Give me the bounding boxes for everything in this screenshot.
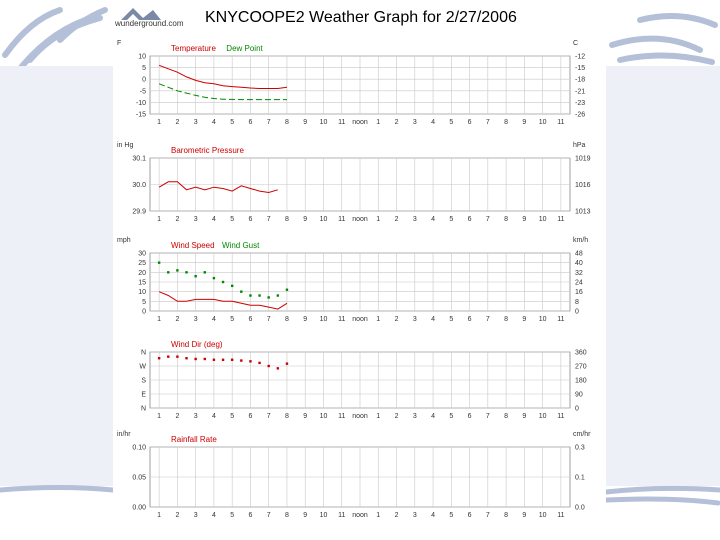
data-point	[258, 294, 260, 296]
y-tick-label-right: 90	[575, 391, 583, 399]
y-tick-label-left: S	[141, 377, 146, 385]
x-tick-label: 7	[485, 119, 490, 126]
side-band-left	[0, 66, 113, 486]
x-tick-label: 4	[211, 316, 216, 323]
data-point	[258, 362, 260, 364]
data-point	[194, 275, 196, 277]
x-tick-label: 5	[449, 119, 454, 126]
x-tick-label: 11	[557, 316, 565, 323]
x-tick-label: 11	[338, 316, 346, 323]
x-tick-label: 9	[522, 119, 527, 126]
data-point	[249, 360, 251, 362]
x-tick-label: 3	[412, 413, 417, 420]
x-tick-label: 9	[303, 413, 308, 420]
weather-graph-image	[113, 0, 606, 526]
y-tick-label-right: 180	[575, 377, 587, 385]
x-tick-label: 7	[485, 413, 490, 420]
data-point	[176, 355, 178, 357]
data-point	[185, 271, 187, 273]
x-tick-label: 11	[557, 413, 565, 420]
x-tick-label: 5	[230, 119, 235, 126]
y-tick-label-left: 20	[138, 269, 146, 277]
x-tick-label: 8	[504, 119, 509, 126]
x-tick-label: 11	[338, 413, 346, 420]
x-tick-label: 8	[504, 216, 509, 223]
x-tick-label: 8	[285, 119, 289, 126]
x-tick-label: 7	[266, 413, 271, 420]
y-tick-label-left: W	[139, 363, 146, 371]
y-tick-label-left: E	[141, 391, 146, 399]
y-tick-label-left: -10	[135, 99, 146, 107]
x-tick-label: 6	[248, 119, 253, 126]
x-tick-label: 3	[412, 119, 417, 126]
x-tick-label: 8	[504, 316, 509, 323]
y-tick-label-right: 360	[575, 349, 587, 357]
data-point	[249, 294, 251, 296]
x-tick-label: 6	[248, 216, 253, 223]
y-tick-label-left: 25	[138, 260, 146, 268]
x-tick-label: 8	[504, 413, 509, 420]
x-tick-label: 9	[303, 119, 308, 126]
y-tick-label-right: 0	[575, 405, 579, 413]
x-tick-label: 7	[266, 316, 271, 323]
x-tick-label: 7	[266, 512, 271, 519]
y-tick-label-right: 32	[575, 269, 583, 277]
y-tick-label-left: 30	[138, 250, 146, 258]
x-tick-label: 1	[376, 413, 381, 420]
data-point	[213, 359, 215, 361]
x-tick-label: 9	[303, 216, 308, 223]
data-point	[204, 271, 206, 273]
data-point	[267, 365, 269, 367]
x-tick-label: 4	[431, 413, 435, 420]
x-tick-label: 8	[504, 512, 509, 519]
logo-text: wunderground.com	[115, 19, 184, 28]
x-tick-label: 9	[522, 316, 527, 323]
x-tick-label: 7	[485, 512, 490, 519]
x-tick-label: 4	[211, 512, 216, 519]
x-tick-label: 1	[157, 316, 162, 323]
right-unit-label: cm/hr	[573, 431, 591, 438]
x-tick-label: 3	[193, 216, 198, 223]
y-tick-label-right: -15	[575, 65, 586, 73]
graph-title: KNYCOOPE2 Weather Graph for 2/27/2006	[205, 9, 517, 26]
x-tick-label: 3	[193, 512, 198, 519]
data-point	[286, 289, 288, 291]
x-tick-label: 11	[338, 119, 346, 126]
wunderground-logo	[114, 8, 184, 28]
data-point	[231, 359, 233, 361]
x-tick-label: 2	[394, 216, 399, 223]
chart-title: Rainfall Rate	[171, 435, 217, 444]
x-tick-label: 10	[538, 316, 547, 323]
legend-label: Wind Dir (deg)	[171, 340, 223, 349]
y-tick-label-right: -18	[575, 76, 586, 84]
x-tick-label: 10	[538, 413, 547, 420]
legend-label: Dew Point	[226, 44, 263, 53]
chart-panel-5	[117, 431, 591, 519]
legend-label: Wind Speed	[171, 241, 215, 250]
y-tick-label-left: N	[140, 405, 146, 413]
data-point	[176, 269, 178, 271]
x-tick-label: 5	[449, 216, 454, 223]
x-tick-label: 7	[266, 119, 271, 126]
y-tick-label-left: 0.00	[132, 504, 146, 512]
x-tick-label: 4	[211, 216, 216, 223]
x-tick-label: 9	[522, 413, 527, 420]
right-unit-label: hPa	[573, 142, 586, 149]
x-tick-label: 10	[319, 413, 328, 420]
x-tick-label: 1	[376, 119, 381, 126]
x-tick-label: 1	[157, 119, 162, 126]
x-tick-label: 5	[230, 413, 235, 420]
x-tick-label: 10	[538, 216, 547, 223]
x-tick-label: 2	[394, 119, 399, 126]
y-tick-label-right: 16	[575, 289, 583, 297]
data-point	[194, 358, 196, 360]
x-tick-label: 3	[193, 316, 198, 323]
data-point	[204, 358, 206, 360]
y-tick-label-right: 48	[575, 250, 583, 258]
y-tick-label-left: 0.10	[132, 444, 146, 452]
x-tick-label: 2	[394, 413, 399, 420]
x-tick-label: 6	[248, 316, 253, 323]
x-tick-label: 2	[175, 413, 180, 420]
y-tick-label-right: 0	[575, 308, 579, 316]
right-unit-label: C	[573, 40, 579, 47]
data-point	[222, 359, 224, 361]
x-tick-label: 3	[412, 512, 417, 519]
y-tick-label-right: 0.0	[575, 504, 585, 512]
y-tick-label-left: -5	[139, 88, 146, 96]
left-unit-label: F	[117, 40, 122, 47]
x-tick-label: 4	[431, 216, 435, 223]
x-tick-label: 5	[449, 413, 454, 420]
chart-panel-1	[117, 40, 585, 126]
x-tick-label: 1	[376, 512, 381, 519]
y-tick-label-left: 0	[142, 308, 146, 316]
x-tick-label: noon	[352, 512, 368, 519]
x-tick-label: 11	[557, 512, 565, 519]
y-tick-label-right: -23	[575, 99, 586, 107]
x-tick-label: 2	[394, 512, 399, 519]
legend-label: Barometric Pressure	[171, 146, 244, 155]
y-tick-label-left: 30.1	[132, 155, 146, 163]
x-tick-label: 3	[412, 216, 417, 223]
x-tick-label: 6	[248, 512, 253, 519]
x-tick-label: 8	[285, 216, 289, 223]
y-tick-label-right: -12	[575, 53, 586, 61]
data-point	[231, 285, 233, 287]
x-tick-label: noon	[352, 413, 368, 420]
left-unit-label: in Hg	[117, 142, 134, 149]
x-tick-label: 6	[467, 413, 472, 420]
weather-graph	[113, 0, 606, 526]
x-tick-label: 6	[248, 413, 253, 420]
chart-panels	[117, 40, 591, 519]
data-point	[158, 357, 160, 359]
x-tick-label: 11	[338, 216, 346, 223]
x-tick-label: 2	[175, 119, 180, 126]
x-tick-label: 9	[303, 512, 308, 519]
x-tick-label: 6	[467, 216, 472, 223]
y-tick-label-right: 40	[575, 260, 583, 268]
y-tick-label-left: 0.05	[132, 474, 146, 482]
data-point	[267, 296, 269, 298]
data-point	[213, 277, 215, 279]
x-tick-label: 2	[175, 512, 180, 519]
y-tick-label-right: 270	[575, 363, 587, 371]
data-point	[222, 281, 224, 283]
data-point	[240, 359, 242, 361]
x-tick-label: 2	[394, 316, 399, 323]
y-tick-label-right: 1016	[575, 182, 591, 189]
x-tick-label: 8	[285, 413, 289, 420]
x-tick-label: 5	[449, 316, 454, 323]
x-tick-label: 1	[157, 512, 162, 519]
x-tick-label: 6	[467, 512, 472, 519]
x-tick-label: 7	[485, 316, 490, 323]
x-tick-label: 10	[538, 512, 547, 519]
x-tick-label: 1	[157, 216, 162, 223]
data-point	[167, 355, 169, 357]
data-point	[185, 357, 187, 359]
chart-panel-2	[117, 142, 591, 223]
x-tick-label: 3	[193, 119, 198, 126]
x-tick-label: 4	[431, 119, 435, 126]
y-tick-label-left: 5	[142, 298, 146, 306]
y-tick-label-right: 1013	[575, 208, 591, 216]
left-unit-label: mph	[117, 237, 131, 244]
x-tick-label: 10	[319, 119, 328, 126]
x-tick-label: 8	[285, 512, 289, 519]
y-tick-label-left: 15	[138, 279, 146, 287]
y-tick-label-left: 0	[142, 76, 146, 84]
x-tick-label: 2	[175, 216, 180, 223]
data-point	[277, 294, 279, 296]
x-tick-label: 10	[538, 119, 547, 126]
y-tick-label-left: N	[140, 349, 146, 357]
left-unit-label: in/hr	[117, 431, 131, 438]
y-tick-label-right: 1019	[575, 155, 591, 163]
data-point	[286, 362, 288, 364]
right-unit-label: km/h	[573, 237, 589, 244]
side-band-right	[606, 66, 720, 486]
x-tick-label: 11	[338, 512, 346, 519]
y-tick-label-left: 5	[142, 65, 146, 73]
x-tick-label: 11	[557, 216, 565, 223]
x-tick-label: 10	[319, 512, 328, 519]
y-tick-label-left: 10	[138, 289, 146, 297]
y-tick-label-right: -26	[575, 111, 586, 119]
y-tick-label-left: -15	[135, 111, 146, 119]
legend-label: Wind Gust	[222, 241, 260, 250]
x-tick-label: 7	[485, 216, 490, 223]
y-tick-label-left: 30.0	[132, 182, 146, 189]
x-tick-label: 9	[522, 512, 527, 519]
data-point	[158, 261, 160, 263]
x-tick-label: 3	[193, 413, 198, 420]
x-tick-label: noon	[352, 119, 368, 126]
x-tick-label: 2	[175, 316, 180, 323]
x-tick-label: 5	[449, 512, 454, 519]
data-point	[167, 271, 169, 273]
x-tick-label: 4	[431, 316, 435, 323]
x-tick-label: 1	[376, 216, 381, 223]
y-tick-label-right: 24	[575, 279, 583, 287]
y-tick-label-right: 8	[575, 298, 579, 306]
x-tick-label: 9	[303, 316, 308, 323]
x-tick-label: 4	[211, 119, 216, 126]
x-tick-label: 1	[157, 413, 162, 420]
legend-label: Temperature	[171, 44, 216, 53]
x-tick-label: 3	[412, 316, 417, 323]
x-tick-label: 7	[266, 216, 271, 223]
y-tick-label-left: 10	[138, 53, 146, 61]
x-tick-label: 5	[230, 512, 235, 519]
x-tick-label: 5	[230, 216, 235, 223]
y-tick-label-right: 0.1	[575, 474, 585, 482]
x-tick-label: 8	[285, 316, 289, 323]
x-tick-label: noon	[352, 316, 368, 323]
y-tick-label-right: 0.3	[575, 444, 585, 452]
x-tick-label: 1	[376, 316, 381, 323]
x-tick-label: 11	[557, 119, 565, 126]
x-tick-label: 4	[211, 413, 216, 420]
x-tick-label: 4	[431, 512, 435, 519]
x-tick-label: noon	[352, 216, 368, 223]
x-tick-label: 10	[319, 316, 328, 323]
chart-panel-3	[117, 237, 588, 323]
chart-panel-4	[139, 340, 586, 420]
data-point	[240, 290, 242, 292]
data-point	[277, 367, 279, 369]
x-tick-label: 9	[522, 216, 527, 223]
x-tick-label: 10	[319, 216, 328, 223]
x-tick-label: 5	[230, 316, 235, 323]
y-tick-label-left: 29.9	[132, 208, 146, 216]
x-tick-label: 6	[467, 316, 472, 323]
x-tick-label: 6	[467, 119, 472, 126]
y-tick-label-right: -21	[575, 88, 586, 96]
